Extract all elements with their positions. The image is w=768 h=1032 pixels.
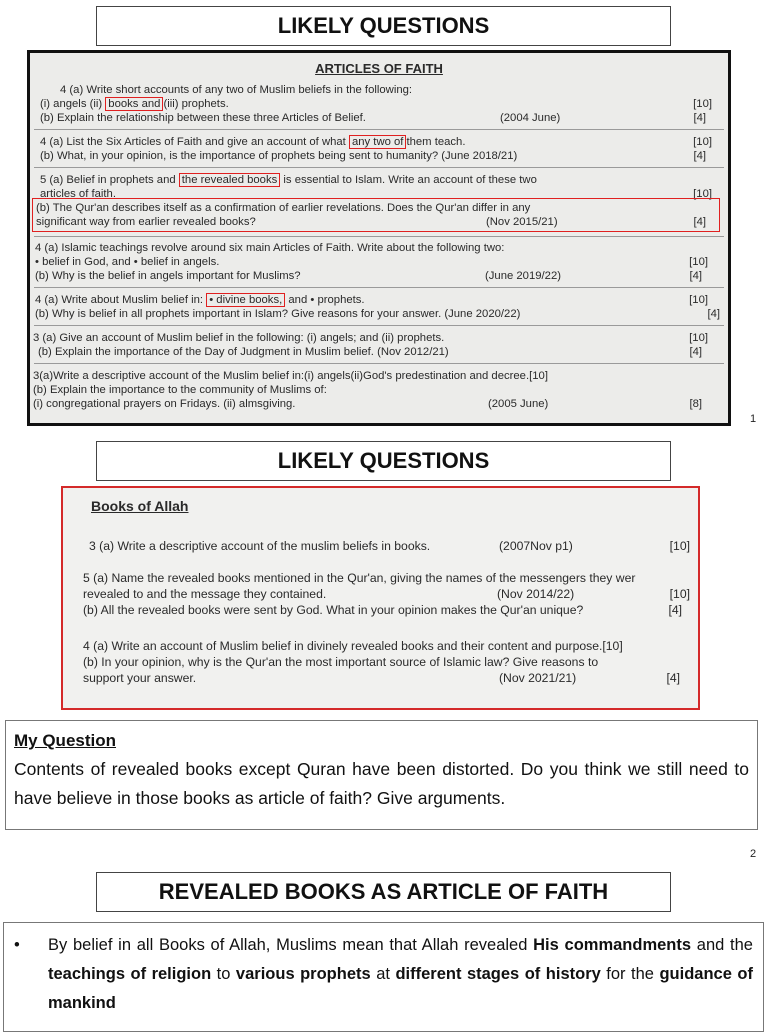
question-line: 4 (a) Islamic teachings revolve around six main Articles of Faith. Write about the following two: (35, 242, 505, 254)
scan-heading: Books of Allah (91, 498, 189, 514)
highlight-box: any two of (349, 135, 407, 149)
marks: [10] (529, 370, 548, 382)
marks: [4] (707, 308, 720, 320)
exam-date: (2004 June) (500, 112, 561, 124)
marks: [10] (689, 294, 708, 306)
marks: [4] (666, 671, 680, 685)
marks: [4] (689, 346, 702, 358)
marks: [10] (689, 256, 708, 268)
articles-of-faith-scan (27, 50, 731, 426)
question-line: (b) Explain the importance to the community of Muslims of: (33, 384, 327, 396)
question-line: (b) Explain the relationship between these three Articles of Belief. (2004 June) [4] (40, 112, 706, 124)
question-line: 4 (a) List the Six Articles of Faith and give an account of what any two of them teach. [10] (40, 136, 712, 148)
marks: [10] (693, 136, 712, 148)
bullet-list (3, 922, 764, 1032)
exam-date: (June 2019/22) (485, 270, 561, 282)
bullet-icon: • (14, 936, 20, 954)
divider (34, 129, 724, 130)
scan-heading: ARTICLES OF FAITH (315, 61, 443, 76)
page-number: 2 (750, 848, 757, 860)
divider (34, 363, 724, 364)
marks: [4] (668, 603, 682, 617)
list-item (14, 931, 753, 1018)
exam-date: (2005 June) (488, 398, 549, 410)
question-line: 4 (a) Write an account of Muslim belief in divinely revealed books and their content and purpose.[10] (83, 639, 623, 653)
divider (34, 287, 724, 288)
exam-date: (Nov 2015/21) (486, 216, 558, 228)
marks: [10] (669, 587, 690, 601)
marks: [10] (602, 639, 623, 653)
marks: [8] (689, 398, 702, 410)
question-line: 4 (a) Write short accounts of any two of Muslim beliefs in the following: (60, 84, 413, 96)
question-line: 5 (a) Name the revealed books mentioned in the Qur'an, giving the names of the messengers they wer (83, 571, 636, 585)
divider (34, 325, 724, 326)
question-line: 3(a)Write a descriptive account of the Muslim belief in:(i) angels(ii)God's predestination and decree.[10] (33, 370, 548, 382)
highlight-box: the revealed books (179, 173, 280, 187)
question-line: (i) angels (ii) books and (iii) prophets. [10] (40, 98, 712, 110)
my-question-heading: My Question (14, 731, 117, 750)
question-line: 5 (a) Belief in prophets and the revealed books is essential to Islam. Write an account of these two (40, 174, 537, 186)
question-line: (b) Why is belief in all prophets important in Islam? Give reasons for your answer. (June 2020/22) [4] (35, 308, 720, 320)
exam-date: (2007Nov p1) (499, 539, 573, 553)
question-line: (b) What, in your opinion, is the importance of prophets being sent to humanity? (June 2018/21) [4] (40, 150, 706, 162)
bullet-text: By belief in all Books of Allah, Muslims mean that Allah revealed His commandments and the teachings of religion to various prophets at different stages of history for the guidance of mankind (48, 936, 753, 1012)
question-line: (b) In your opinion, why is the Qur'an the most important source of Islamic law? Give reasons to (83, 655, 599, 669)
question-line: 3 (a) Give an account of Muslim belief in the following: (i) angels; and (ii) prophets. [10] (33, 332, 708, 344)
marks: [4] (689, 270, 702, 282)
exam-date: (Nov 2014/22) (497, 587, 575, 601)
question-line: 4 (a) Write about Muslim belief in: • divine books, and • prophets. [10] (35, 294, 708, 306)
marks: [4] (693, 150, 706, 162)
divider (34, 236, 724, 237)
question-line: • belief in God, and • belief in angels. [10] (35, 256, 708, 268)
slide-2-title: LIKELY QUESTIONS (96, 441, 671, 481)
question-line: significant way from earlier revealed books? (Nov 2015/21) [4] (36, 216, 706, 228)
question-line: (b) Why is the belief in angels important for Muslims? (June 2019/22) [4] (35, 270, 702, 282)
my-question-box (5, 720, 758, 830)
question-line: revealed to and the message they contained. (Nov 2014/22) [10] (83, 587, 690, 601)
question-line: articles of faith. [10] (40, 188, 712, 200)
marks: [10] (689, 332, 708, 344)
exam-date: (Nov 2021/21) (499, 671, 577, 685)
slide-1-title: LIKELY QUESTIONS (96, 6, 671, 46)
divider (34, 167, 724, 168)
marks: [10] (693, 188, 712, 200)
marks: [4] (693, 216, 706, 228)
question-line: (b) All the revealed books were sent by God. What in your opinion makes the Qur'an unique? [4] (83, 603, 682, 617)
question-line: support your answer. (Nov 2021/21) [4] (83, 671, 680, 685)
marks: [4] (693, 112, 706, 124)
my-question-text: Contents of revealed books except Quran have been distorted. Do you think we still need to have believe in those books as article of faith? Give arguments. (14, 759, 749, 808)
highlight-box: books and (105, 97, 163, 111)
marks: [10] (669, 539, 690, 553)
question-line: (i) congregational prayers on Fridays. (ii) almsgiving. (2005 June) [8] (33, 398, 702, 410)
slide-3-title: REVEALED BOOKS AS ARTICLE OF FAITH (96, 872, 671, 912)
question-line: 3 (a) Write a descriptive account of the muslim beliefs in books. (2007Nov p1) [10] (89, 539, 690, 553)
marks: [10] (693, 98, 712, 110)
page-number: 1 (750, 413, 757, 425)
question-line: (b) The Qur'an describes itself as a confirmation of earlier revelations. Does the Qur'an differ in any (36, 202, 531, 214)
books-of-allah-scan (61, 486, 700, 710)
highlight-box: • divine books, (206, 293, 285, 307)
question-line: (b) Explain the importance of the Day of Judgment in Muslim belief. (Nov 2012/21) [4] (38, 346, 702, 358)
